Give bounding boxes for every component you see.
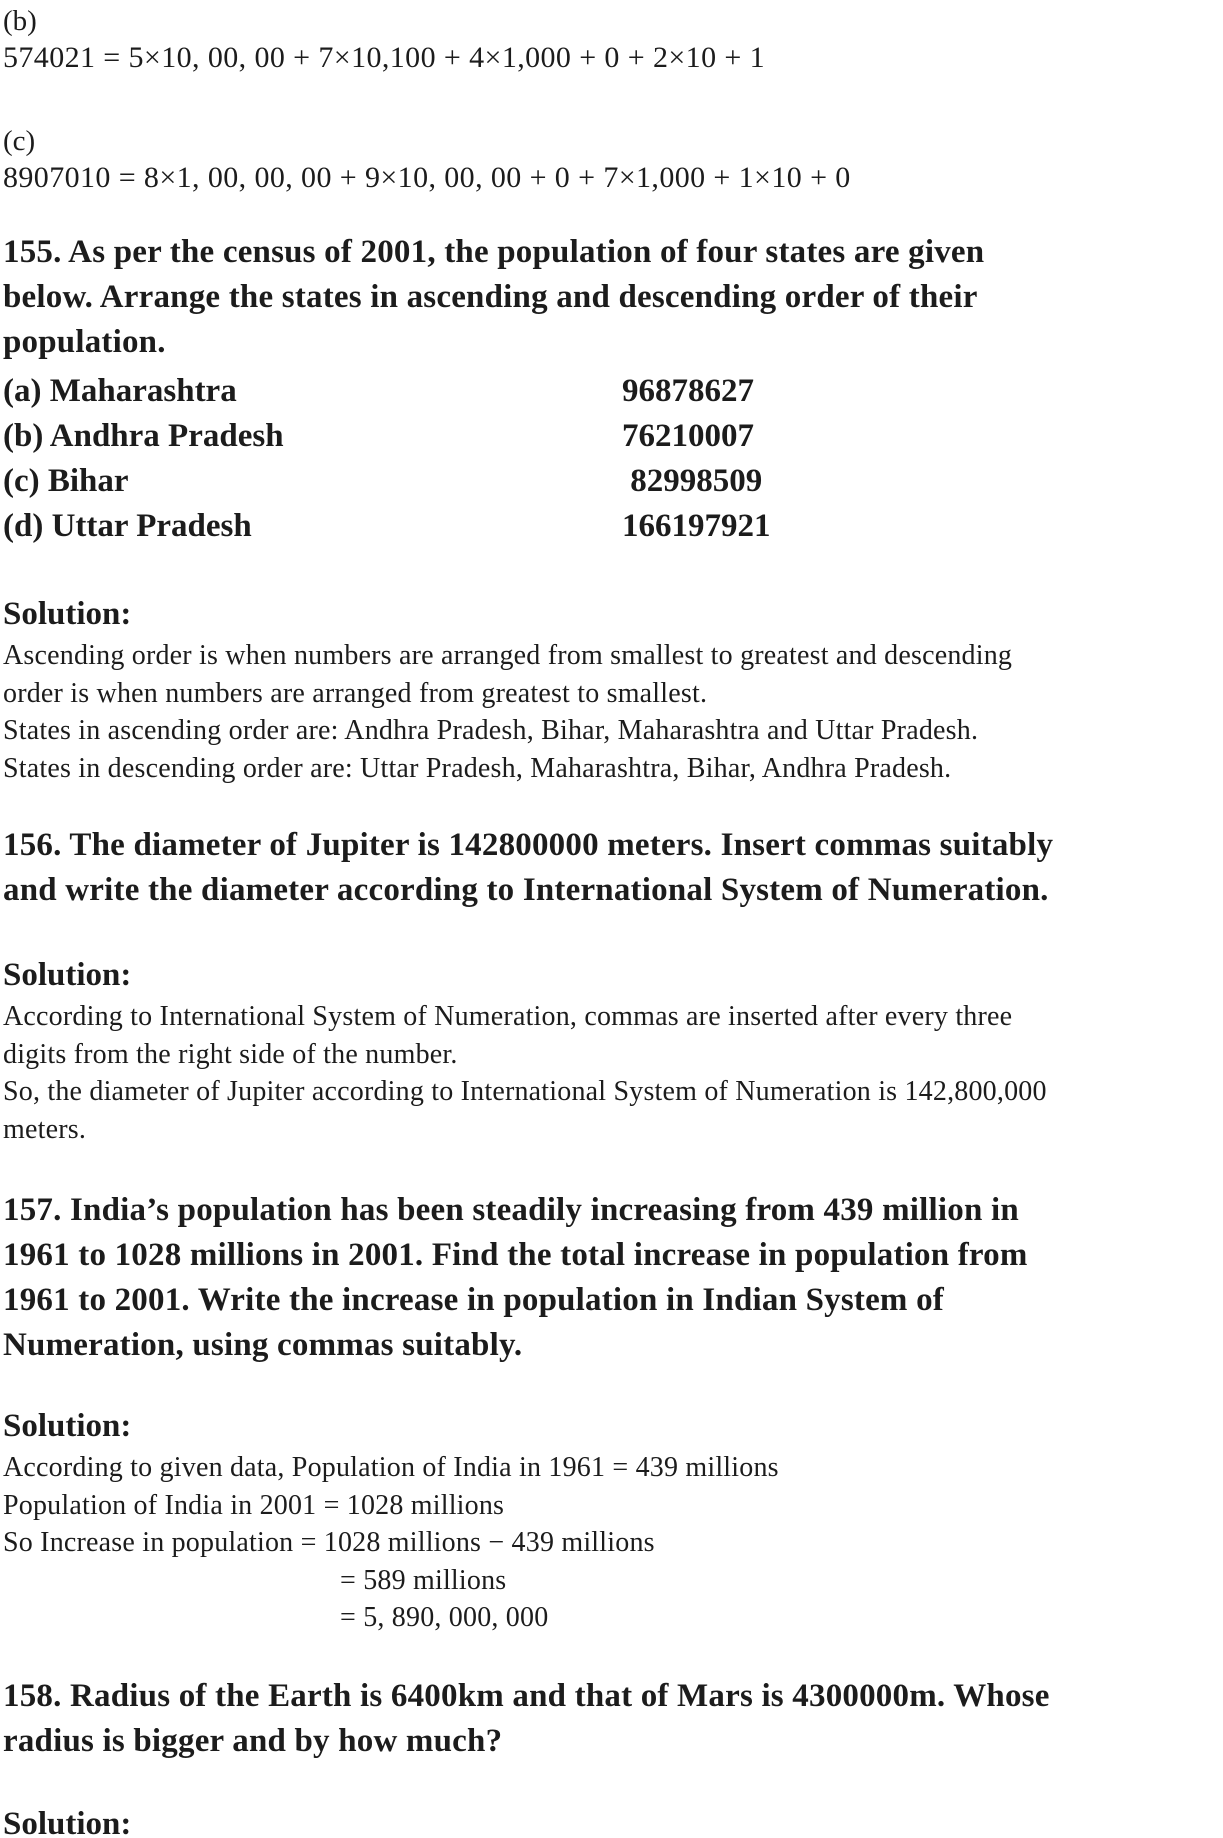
state-label: (a) Maharashtra <box>3 373 237 409</box>
question-155-line: below. Arrange the states in ascending and descending order of their <box>3 279 978 315</box>
state-population-value: 82998509 <box>622 463 763 499</box>
solution-157-heading: Solution: <box>3 1408 132 1444</box>
question-157-line: 157. India’s population has been steadily increasing from 439 million in <box>3 1192 1019 1228</box>
question-157-line: 1961 to 2001. Write the increase in population in Indian System of <box>3 1282 944 1318</box>
question-156-line: 156. The diameter of Jupiter is 142800000 meters. Insert commas suitably <box>3 827 1054 863</box>
solution-157-line: According to given data, Population of India in 1961 = 439 millions <box>3 1452 779 1483</box>
question-157 <box>3 1188 1223 1368</box>
question-156-line: and write the diameter according to International System of Numeration. <box>3 872 1049 908</box>
state-label: (b) Andhra Pradesh <box>3 418 284 454</box>
part-b-section <box>3 4 1223 78</box>
question-157-line: Numeration, using commas suitably. <box>3 1327 523 1363</box>
part-b-equation: 574021 = 5×10, 00, 00 + 7×10,100 + 4×1,000 + 0 + 2×10 + 1 <box>3 41 765 74</box>
state-label: (c) Bihar <box>3 463 129 499</box>
solution-155-body <box>3 637 1223 787</box>
question-158 <box>3 1674 1223 1764</box>
state-row <box>3 459 1223 504</box>
part-c-section <box>3 124 1223 198</box>
part-c-label: (c) <box>3 125 36 157</box>
state-population-value: 166197921 <box>622 508 771 544</box>
solution-155-line: States in ascending order are: Andhra Pradesh, Bihar, Maharashtra and Uttar Pradesh. <box>3 715 979 746</box>
solution-156-heading: Solution: <box>3 957 132 993</box>
solution-157-line: Population of India in 2001 = 1028 millions <box>3 1489 505 1521</box>
question-158-line: 158. Radius of the Earth is 6400km and that of Mars is 4300000m. Whose <box>3 1677 1050 1714</box>
solution-155-line: Ascending order is when numbers are arranged from smallest to greatest and descending <box>3 640 1013 671</box>
question-156 <box>3 823 1223 913</box>
states-population-list <box>3 369 1223 549</box>
question-158-line: radius is bigger and by how much? <box>3 1722 503 1759</box>
question-157-line: 1961 to 1028 millions in 2001. Find the total increase in population from <box>3 1237 1028 1273</box>
solution-158-heading: Solution: <box>3 1805 132 1838</box>
question-155-line: 155. As per the census of 2001, the population of four states are given <box>3 234 985 270</box>
solution-156-line: So, the diameter of Jupiter according to International System of Numeration is 142,800,000 <box>3 1076 1047 1107</box>
solution-157-result-line: = 5, 890, 000, 000 <box>340 1602 549 1633</box>
state-row <box>3 414 1223 459</box>
question-155-line: population. <box>3 324 166 360</box>
solution-156-line: According to International System of Numeration, commas are inserted after every three <box>3 1001 1013 1032</box>
state-row <box>3 369 1223 414</box>
solution-155-heading: Solution: <box>3 596 132 632</box>
state-row <box>3 504 1223 549</box>
part-b-label: (b) <box>3 5 37 37</box>
solution-157-body <box>3 1449 1223 1637</box>
solution-155-line: States in descending order are: Uttar Pradesh, Maharashtra, Bihar, Andhra Pradesh. <box>3 752 952 784</box>
solution-156-line: meters. <box>3 1113 87 1145</box>
state-population-value: 76210007 <box>622 418 754 454</box>
state-population-value: 96878627 <box>622 373 754 409</box>
question-155 <box>3 230 1223 365</box>
solution-155-line: order is when numbers are arranged from greatest to smallest. <box>3 677 708 709</box>
solution-156-line: digits from the right side of the number. <box>3 1038 458 1070</box>
solution-157-line: So Increase in population = 1028 millions − 439 millions <box>3 1527 655 1558</box>
state-label: (d) Uttar Pradesh <box>3 508 252 544</box>
part-c-equation: 8907010 = 8×1, 00, 00, 00 + 9×10, 00, 00 + 0 + 7×1,000 + 1×10 + 0 <box>3 161 851 194</box>
solution-156-body <box>3 998 1223 1148</box>
solution-157-result-line: = 589 millions <box>340 1564 507 1596</box>
